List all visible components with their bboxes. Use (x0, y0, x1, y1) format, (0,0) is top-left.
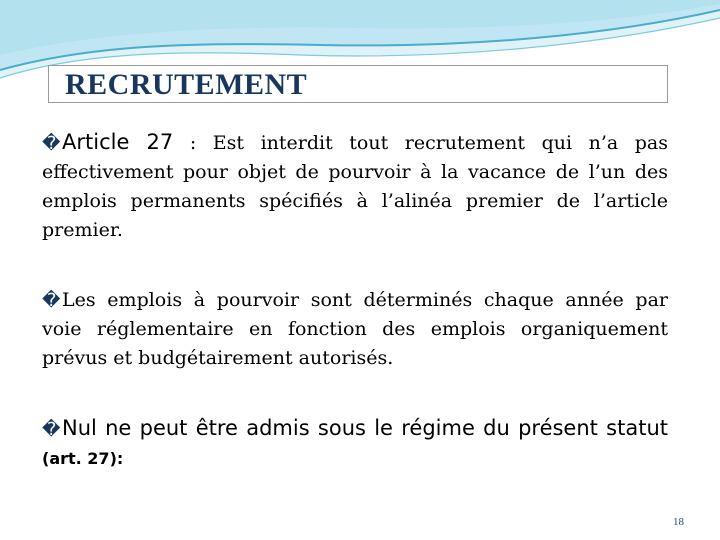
paragraph-text: Les emplois à pourvoir sont déterminés chaque année par voie réglementaire en fonction des emplois organiquement prévus et budgétairement autorisés. (42, 289, 668, 369)
page-number: 18 (673, 516, 684, 528)
paragraph-article-27 (42, 128, 668, 245)
paragraph-lead: Article 27 (62, 130, 174, 154)
title-box (48, 65, 668, 103)
bullet-icon: � (42, 290, 61, 311)
paragraph-regime (42, 414, 668, 473)
paragraph-tail: (art. 27): (42, 449, 124, 468)
slide-title: RECRUTEMENT (65, 68, 308, 101)
bullet-icon: � (42, 419, 61, 440)
paragraph-text: : Est interdit tout recrutement qui n’a pas effectivement pour objet de pourvoir à la vacance de l’un des emplois permanents spécifiés à l’alinéa premier de l’article premier. (42, 132, 668, 241)
paragraph-emplois (42, 286, 668, 373)
bullet-icon: � (42, 133, 61, 154)
paragraph-text: Nul ne peut être admis sous le régime du présent statut (62, 416, 668, 440)
